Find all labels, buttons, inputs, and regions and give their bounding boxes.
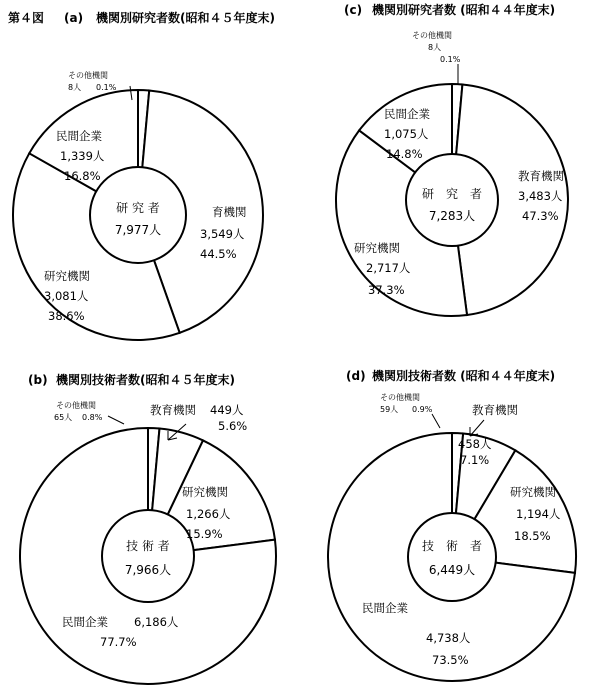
- chart-d-label-priv-value: 4,738人: [426, 631, 471, 645]
- chart-a-total: 7,977人: [114, 223, 162, 237]
- chart-c-label-res-value: 2,717人: [366, 261, 411, 275]
- chart-a-label-priv-pct: 16.8%: [64, 169, 101, 183]
- chart-a-label-other-value: 8人: [68, 83, 82, 92]
- chart-b-title: 機関別技術者数(昭和４５年度末): [56, 373, 235, 387]
- chart-b-center-label: 技 術 者: [126, 539, 170, 553]
- chart-d: [328, 368, 576, 681]
- chart-d-label-res-value: 1,194人: [516, 507, 561, 521]
- chart-d-center-circle: [408, 513, 496, 601]
- chart-a-label-edu-pct: 44.5%: [200, 247, 237, 261]
- chart-b-label-edu-name: 教育機関: [150, 403, 196, 417]
- chart-b-label-priv-value: 6,186人: [134, 615, 179, 629]
- chart-d-label-other-value: 59人: [380, 405, 399, 414]
- chart-b-label-edu-pct: 5.6%: [218, 419, 248, 433]
- chart-b: [20, 372, 276, 684]
- chart-c-label-priv-pct: 14.8%: [386, 147, 423, 161]
- chart-d-label-priv-name: 民間企業: [362, 601, 408, 615]
- chart-d-label-other-name: その他機関: [380, 393, 420, 402]
- chart-d-title: 機関別技術者数 (昭和４４年度末): [372, 369, 556, 383]
- chart-b-leader-other: [108, 416, 124, 424]
- chart-c: [336, 2, 568, 316]
- chart-c-label-edu-name: 教育機関: [518, 169, 564, 183]
- chart-b-label-priv-pct: 77.7%: [100, 635, 137, 649]
- chart-d-center-label: 技 術 者: [421, 539, 483, 553]
- chart-c-center-label: 研 究 者: [421, 187, 483, 201]
- chart-d-label-res-name: 研究機関: [510, 485, 556, 499]
- chart-c-label-res-pct: 37.3%: [368, 283, 405, 297]
- chart-b-label-res-value: 1,266人: [186, 507, 231, 521]
- chart-d-leader-edu: [470, 420, 484, 436]
- figure-label: 第４図: [8, 11, 45, 25]
- chart-d-label-edu-name: 教育機関: [472, 403, 518, 417]
- chart-c-label-edu-value: 3,483人: [518, 189, 563, 203]
- chart-b-label-other-value: 65人: [54, 413, 73, 422]
- chart-a-panel: (a): [64, 11, 84, 25]
- chart-a-label-edu-name: 育機関: [212, 205, 247, 219]
- chart-c-total: 7,283人: [428, 209, 476, 223]
- chart-b-label-edu-value: 449人: [210, 403, 244, 417]
- chart-d-label-priv-pct: 73.5%: [432, 653, 469, 667]
- chart-d-label-other-pct: 0.9%: [412, 405, 433, 414]
- chart-d-label-edu-pct: 7.1%: [460, 453, 490, 467]
- chart-d-total: 6,449人: [428, 563, 476, 577]
- chart-a-label-res-name: 研究機関: [44, 269, 90, 283]
- chart-a-center-circle: [90, 167, 186, 263]
- chart-b-label-priv-name: 民間企業: [62, 615, 108, 629]
- chart-c-panel: (c): [344, 3, 363, 17]
- chart-a-center-label: 研 究 者: [116, 201, 160, 215]
- chart-b-center-circle: [102, 510, 194, 602]
- chart-a-label-res-pct: 38.6%: [48, 309, 85, 323]
- chart-c-label-other-pct: 0.1%: [440, 55, 461, 64]
- chart-a-label-priv-name: 民間企業: [56, 129, 102, 143]
- chart-c-label-res-name: 研究機関: [354, 241, 400, 255]
- chart-a-label-res-value: 3,081人: [44, 289, 89, 303]
- chart-a-label-priv-value: 1,339人: [60, 149, 105, 163]
- chart-c-label-edu-pct: 47.3%: [522, 209, 559, 223]
- chart-c-label-priv-value: 1,075人: [384, 127, 429, 141]
- chart-d-panel: (d): [346, 369, 366, 383]
- chart-c-label-other-name: その他機関: [412, 31, 452, 40]
- chart-a-title: 機関別研究者数(昭和４５年度末): [96, 11, 275, 25]
- chart-a-label-edu-value: 3,549人: [200, 227, 245, 241]
- chart-b-label-other-name: その他機関: [56, 401, 96, 410]
- chart-a-label-other-pct: 0.1%: [96, 83, 117, 92]
- chart-a: [8, 10, 275, 340]
- chart-d-label-res-pct: 18.5%: [514, 529, 551, 543]
- chart-b-total: 7,966人: [124, 563, 172, 577]
- chart-b-label-res-pct: 15.9%: [186, 527, 223, 541]
- chart-c-label-priv-name: 民間企業: [384, 107, 430, 121]
- chart-d-label-edu-value: 458人: [458, 437, 492, 451]
- chart-c-title: 機関別研究者数 (昭和４４年度末): [372, 3, 556, 17]
- chart-b-label-res-name: 研究機関: [182, 485, 228, 499]
- chart-b-label-other-pct: 0.8%: [82, 413, 103, 422]
- chart-d-leader-other: [432, 414, 440, 428]
- chart-c-label-other-value: 8人: [428, 43, 442, 52]
- chart-a-label-other-name: その他機関: [68, 71, 108, 80]
- chart-b-panel: (b): [28, 373, 48, 387]
